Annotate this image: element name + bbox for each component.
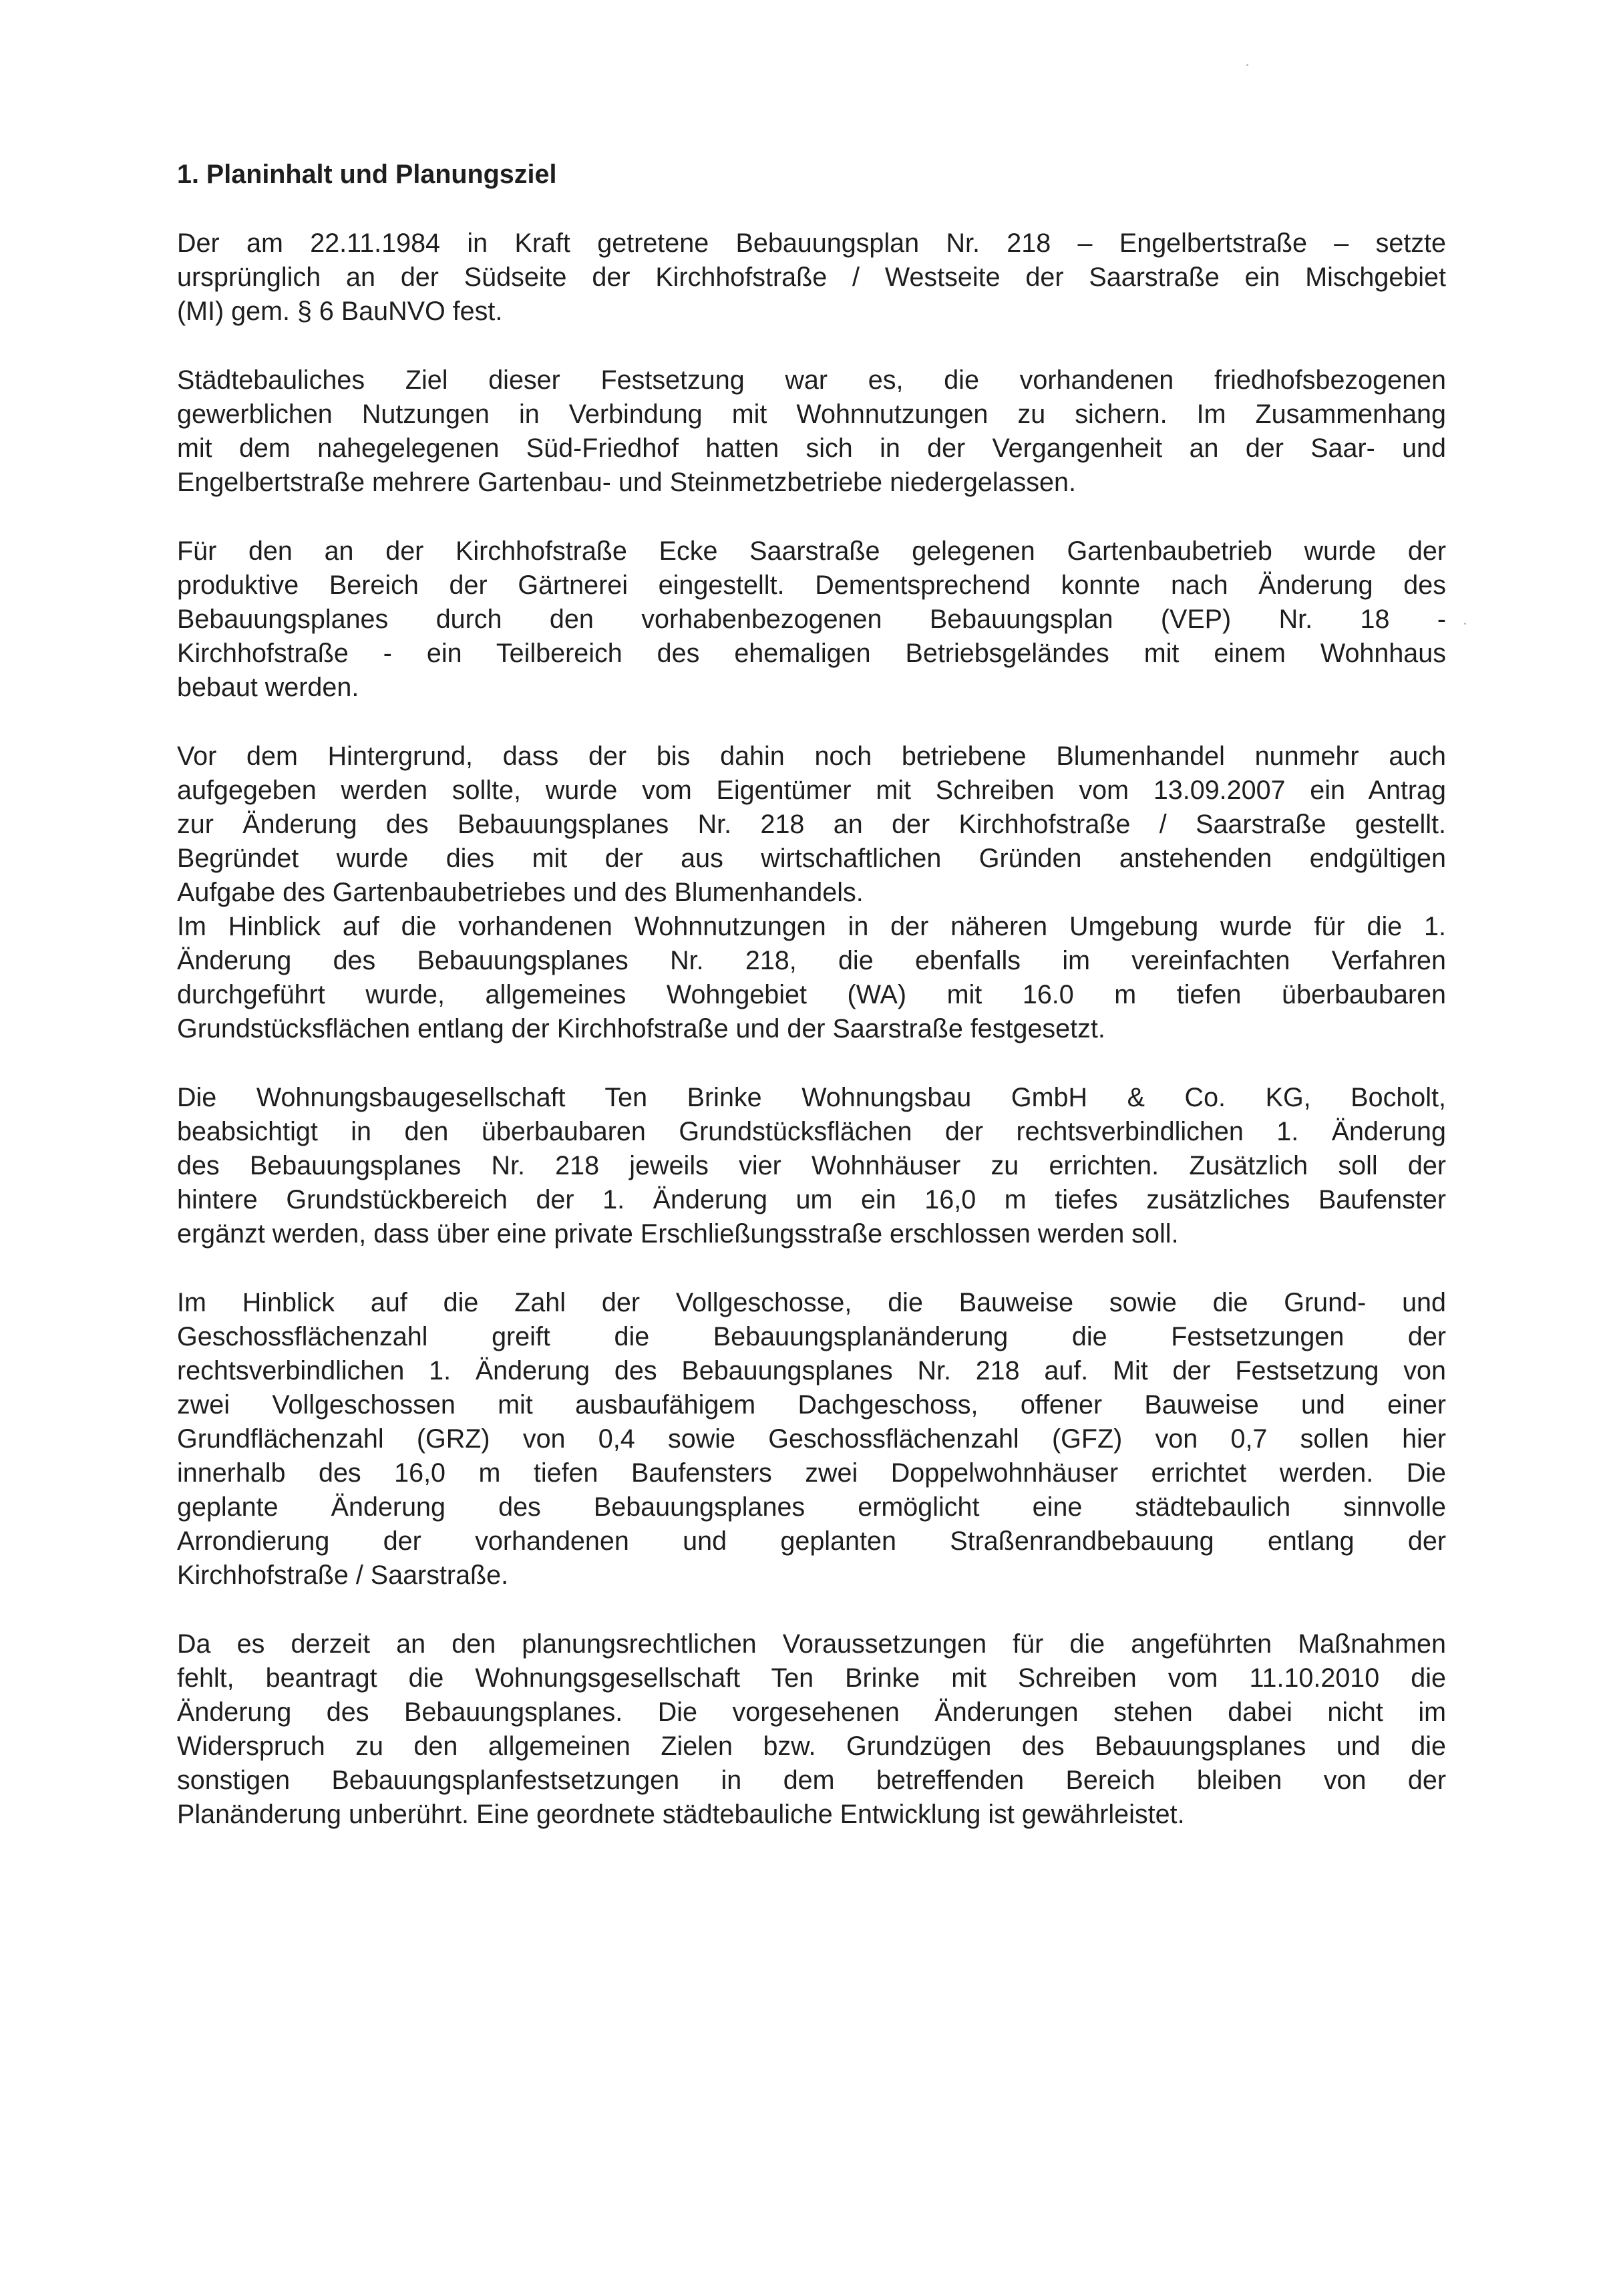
text-line: zwei Vollgeschossen mit ausbaufähigem Dachgeschoss, offener Bauweise und einer [177,1390,1446,1420]
text-line: zur Änderung des Bebauungsplanes Nr. 218 an der Kirchhofstraße / Saarstraße gestellt. [177,810,1446,839]
text-line: rechtsverbindlichen 1. Änderung des Bebauungsplanes Nr. 218 auf. Mit der Festsetzung von [177,1356,1446,1385]
text-line: des Bebauungsplanes Nr. 218 jeweils vier Wohnhäuser zu errichten. Zusätzlich soll der [177,1151,1446,1180]
text-line: ergänzt werden, dass über eine private Erschließungsstraße erschlossen werden soll. [177,1219,1179,1249]
text-line: Da es derzeit an den planungsrechtlichen Voraussetzungen für die angeführten Maßnahmen [177,1629,1446,1659]
text-line: Engelbertstraße mehrere Gartenbau- und Steinmetzbetriebe niedergelassen. [177,468,1076,497]
paragraph-container [177,226,1446,1832]
paragraph [177,1627,1446,1832]
text-line: Planänderung unberührt. Eine geordnete städtebauliche Entwicklung ist gewährleistet. [177,1800,1185,1829]
text-line: Für den an der Kirchhofstraße Ecke Saarstraße gelegenen Gartenbaubetrieb wurde der [177,536,1446,566]
text-line: mit dem nahegelegenen Süd-Friedhof hatten sich in der Vergangenheit an der Saar- und [177,434,1446,463]
text-line: Kirchhofstraße - ein Teilbereich des ehemaligen Betriebsgeländes mit einem Wohnhaus [177,639,1446,668]
scan-speck [1464,623,1466,625]
text-line: durchgeführt wurde, allgemeines Wohngebiet (WA) mit 16.0 m tiefen überbaubaren [177,980,1446,1009]
text-line: Bebauungsplanes durch den vorhabenbezogenen Bebauungsplan (VEP) Nr. 18 - [177,605,1446,634]
text-line: Die Wohnungsbaugesellschaft Ten Brinke Wohnungsbau GmbH & Co. KG, Bocholt, [177,1083,1446,1112]
text-line: Widerspruch zu den allgemeinen Zielen bzw. Grundzügen des Bebauungsplanes und die [177,1732,1446,1761]
text-line: innerhalb des 16,0 m tiefen Baufensters zwei Doppelwohnhäuser errichtet werden. Die [177,1458,1446,1488]
text-line: beabsichtigt in den überbaubaren Grundstücksflächen der rechtsverbindlichen 1. Änderung [177,1117,1446,1146]
text-line: Grundstücksflächen entlang der Kirchhofstraße und der Saarstraße festgesetzt. [177,1014,1105,1043]
text-line: Grundflächenzahl (GRZ) von 0,4 sowie Geschossflächenzahl (GFZ) von 0,7 sollen hier [177,1424,1446,1454]
text-line: bebaut werden. [177,673,359,702]
text-line: Der am 22.11.1984 in Kraft getretene Bebauungsplan Nr. 218 – Engelbertstraße – setzte [177,228,1446,258]
scan-speck [1246,64,1248,66]
paragraph [177,363,1446,500]
text-line: Arrondierung der vorhandenen und geplanten Straßenrandbebauung entlang der [177,1526,1446,1556]
paragraph [177,740,1446,1046]
text-line: (MI) gem. § 6 BauNVO fest. [177,297,503,326]
text-line: gewerblichen Nutzungen in Verbindung mit Wohnnutzungen zu sichern. Im Zusammenhang [177,399,1446,429]
paragraph [177,1081,1446,1251]
text-line: ursprünglich an der Südseite der Kirchhofstraße / Westseite der Saarstraße ein Mischgebiet [177,263,1446,292]
text-line: Städtebauliches Ziel dieser Festsetzung war es, die vorhandenen friedhofsbezogenen [177,365,1446,395]
paragraph [177,226,1446,329]
text-line: Änderung des Bebauungsplanes Nr. 218, die ebenfalls im vereinfachten Verfahren [177,946,1446,975]
text-line: geplante Änderung des Bebauungsplanes ermöglicht eine städtebaulich sinnvolle [177,1492,1446,1522]
text-line: Änderung des Bebauungsplanes. Die vorgesehenen Änderungen stehen dabei nicht im [177,1697,1446,1727]
text-line: produktive Bereich der Gärtnerei eingestellt. Dementsprechend konnte nach Änderung des [177,570,1446,600]
text-line: Im Hinblick auf die vorhandenen Wohnnutzungen in der näheren Umgebung wurde für die 1. [177,912,1446,941]
paragraph [177,1286,1446,1593]
text-line: Vor dem Hintergrund, dass der bis dahin noch betriebene Blumenhandel nunmehr auch [177,742,1446,771]
text-line: hintere Grundstückbereich der 1. Änderung um ein 16,0 m tiefes zusätzliches Baufenster [177,1185,1446,1214]
text-line: Aufgabe des Gartenbaubetriebes und des Blumenhandels. [177,878,864,907]
text-line: Begründet wurde dies mit der aus wirtschaftlichen Gründen anstehenden endgültigen [177,844,1446,873]
text-line: aufgegeben werden sollte, wurde vom Eigentümer mit Schreiben vom 13.09.2007 ein Antrag [177,776,1446,805]
text-line: fehlt, beantragt die Wohnungsgesellschaft Ten Brinke mit Schreiben vom 11.10.2010 die [177,1663,1446,1693]
text-line: Im Hinblick auf die Zahl der Vollgeschosse, die Bauweise sowie die Grund- und [177,1288,1446,1317]
text-line: Geschossflächenzahl greift die Bebauungsplanänderung die Festsetzungen der [177,1322,1446,1351]
text-line: sonstigen Bebauungsplanfestsetzungen in dem betreffenden Bereich bleiben von der [177,1766,1446,1795]
section-heading: 1. Planinhalt und Planungsziel [177,160,557,189]
text-line: Kirchhofstraße / Saarstraße. [177,1561,509,1590]
paragraph [177,534,1446,705]
document-body [177,158,1446,1866]
